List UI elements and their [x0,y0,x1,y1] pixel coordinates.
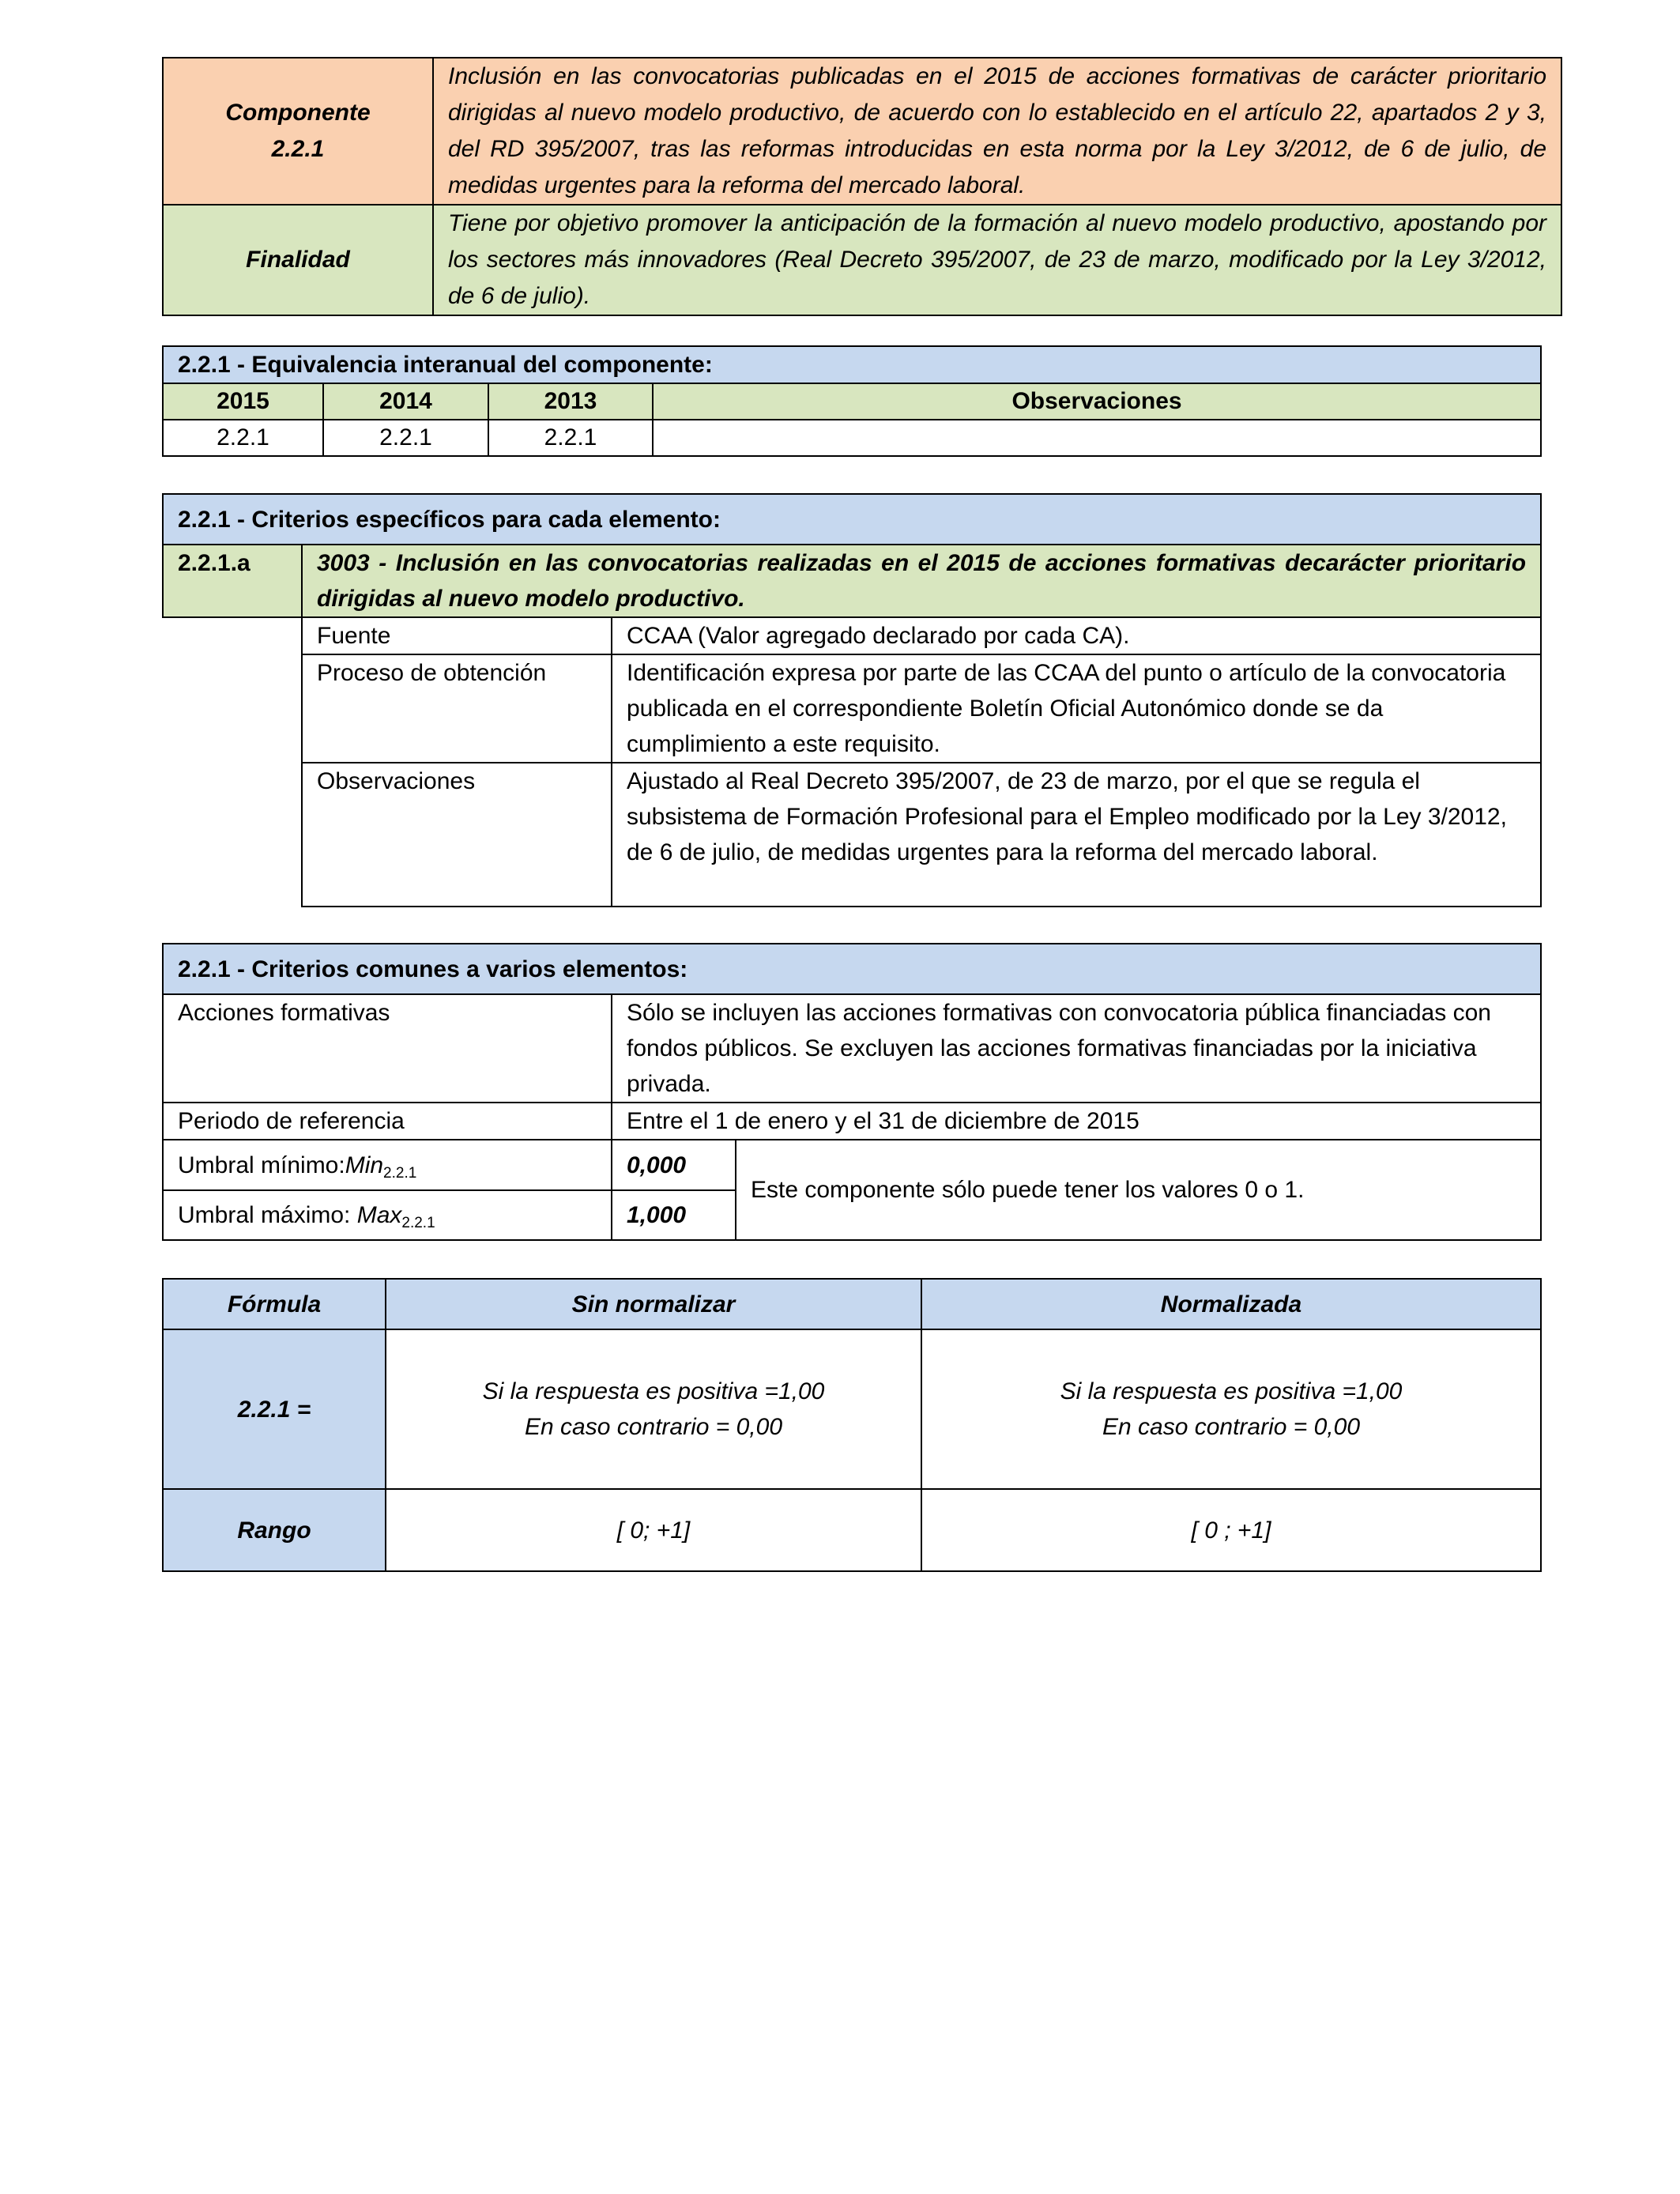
source-label: Fuente [302,617,612,654]
normalized-formula [921,1329,1541,1489]
normalized-formula-line1: Si la respuesta es positiva =1,00 [1060,1378,1403,1404]
equivalence-cell-2015: 2.2.1 [163,420,323,456]
range-label: Rango [163,1489,386,1571]
min-subscript: 2.2.1 [383,1164,417,1182]
min-label-text: Umbral mínimo: [178,1152,345,1178]
max-threshold-label [163,1190,612,1240]
period-label: Periodo de referencia [163,1103,612,1140]
component-table [162,57,1562,316]
equivalence-header-2015: 2015 [163,383,323,420]
element-code: 2.2.1.a [163,545,302,617]
equivalence-cell-2014: 2.2.1 [323,420,488,456]
spacer-cell [163,763,302,907]
source-value: CCAA (Valor agregado declarado por cada CA). [612,617,1541,654]
specific-criteria-table [162,493,1542,907]
normalized-header: Normalizada [921,1279,1541,1329]
range-normalized: [ 0 ; +1] [921,1489,1541,1571]
raw-formula [386,1329,921,1489]
spacer-cell [163,654,302,763]
equivalence-cell-observaciones [653,420,1541,456]
raw-formula-line2: En caso contrario = 0,00 [524,1414,783,1440]
period-value: Entre el 1 de enero y el 31 de diciembre de 2015 [612,1103,1541,1140]
threshold-note: Este componente sólo puede tener los valores 0 o 1. [736,1140,1541,1240]
actions-label: Acciones formativas [163,994,612,1103]
common-criteria-table [162,943,1542,1241]
max-symbol: Max [356,1202,402,1228]
actions-value: Sólo se incluyen las acciones formativas con convocatoria pública financiadas con fondos públicos. Se excluyen las acciones formativas financiadas por la iniciativa privada. [612,994,1541,1103]
raw-header: Sin normalizar [386,1279,921,1329]
component-label-cell [163,58,433,205]
equivalence-table [162,345,1542,457]
max-threshold-value: 1,000 [612,1190,736,1240]
component-description: Inclusión en las convocatorias publicadas en el 2015 de acciones formativas de carácter prioritario dirigidas al nuevo modelo productivo, de acuerdo con lo establecido en el artículo 22, apartados 2 y 3, del RD 395/2007, tras las reformas introducidas en esta norma por la Ley 3/2012, de 6 de julio, de medidas urgentes para la reforma del mercado laboral. [433,58,1561,205]
equivalence-header-observaciones: Observaciones [653,383,1541,420]
process-label: Proceso de obtención [302,654,612,763]
observations-label: Observaciones [302,763,612,907]
spacer-cell [163,617,302,654]
specific-criteria-title: 2.2.1 - Criterios específicos para cada elemento: [163,494,1541,545]
formula-header: Fórmula [163,1279,386,1329]
min-threshold-value: 0,000 [612,1140,736,1190]
purpose-label: Finalidad [163,205,433,315]
range-raw: [ 0; +1] [386,1489,921,1571]
max-label-text: Umbral máximo: [178,1202,357,1228]
max-subscript: 2.2.1 [401,1215,435,1231]
observations-value: Ajustado al Real Decreto 395/2007, de 23 de marzo, por el que se regula el subsistema de Formación Profesional para el Empleo modificado por la Ley 3/2012, de 6 de julio, de medidas urgentes para la reforma del mercado laboral. [612,763,1541,907]
equivalence-header-2013: 2013 [488,383,653,420]
component-label: Componente [225,100,371,126]
equivalence-title: 2.2.1 - Equivalencia interanual del componente: [163,346,1541,383]
min-threshold-label [163,1140,612,1190]
component-number: 2.2.1 [271,136,325,162]
equivalence-header-2014: 2014 [323,383,488,420]
process-value: Identificación expresa por parte de las CCAA del punto o artículo de la convocatoria publicada en el correspondiente Boletín Oficial Autonómico donde se da cumplimiento a este requisito. [612,654,1541,763]
purpose-text: Tiene por objetivo promover la anticipación de la formación al nuevo modelo productivo, apostando por los sectores más innovadores (Real Decreto 395/2007, de 23 de marzo, modificado por la Ley 3/2012, de 6 de julio). [433,205,1561,315]
normalized-formula-line2: En caso contrario = 0,00 [1102,1414,1361,1440]
element-description: 3003 - Inclusión en las convocatorias realizadas en el 2015 de acciones formativas decarácter prioritario dirigidas al nuevo modelo productivo. [302,545,1541,617]
min-symbol: Min [345,1152,384,1178]
formula-table [162,1278,1542,1572]
formula-label: 2.2.1 = [163,1329,386,1489]
equivalence-cell-2013: 2.2.1 [488,420,653,456]
raw-formula-line1: Si la respuesta es positiva =1,00 [482,1378,825,1404]
common-criteria-title: 2.2.1 - Criterios comunes a varios elementos: [163,944,1541,994]
